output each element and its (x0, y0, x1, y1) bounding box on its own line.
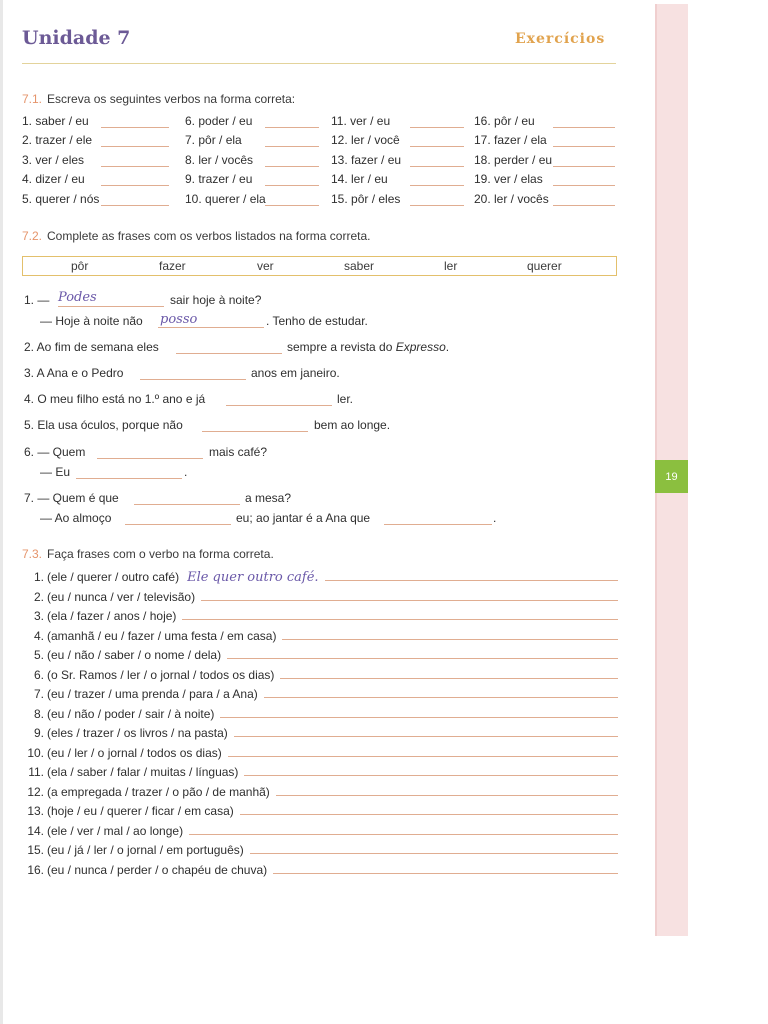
ex73-answer-line[interactable] (280, 668, 618, 679)
s5-rest: bem ao longe. (314, 418, 391, 432)
ex71-item (474, 172, 543, 186)
ex73-item-number: 8. (33, 706, 44, 721)
ex73-item (22, 707, 618, 721)
ex71-item-label: 9. trazer / eu (185, 172, 253, 186)
ex73-instruction (22, 547, 274, 561)
ex73-item-number: 12. (27, 784, 44, 799)
ex73-item-prompt: (a empregada / trazer / o pão / de manhã) (47, 784, 270, 799)
ex73-item-number: 9. (33, 726, 44, 740)
s4-blank[interactable] (226, 404, 332, 406)
s6-prefix: 6. — Quem (24, 445, 86, 459)
s6-end: . (184, 465, 188, 479)
ex71-answer-blank[interactable] (265, 126, 319, 128)
ex73-item (22, 746, 618, 760)
ex71-text: Escreva os seguintes verbos na forma correta: (47, 92, 296, 106)
ex73-item-prompt: (ele / querer / outro café) (47, 570, 180, 584)
ex73-answer-line[interactable] (273, 863, 618, 874)
ex71-item-label: 19. ver / elas (474, 172, 543, 186)
s7-end: . (493, 511, 497, 525)
ex73-item-number: 7. (33, 687, 44, 701)
ex73-answer-line[interactable] (240, 804, 618, 815)
ex73-answer-line[interactable] (201, 590, 618, 601)
header-rule (22, 63, 616, 64)
ex73-item (22, 824, 618, 838)
ex73-answer-line[interactable] (264, 687, 618, 698)
ex71-item (331, 153, 401, 167)
ex71-item-label: 20. ler / vocês (474, 192, 549, 206)
ex71-answer-blank[interactable] (410, 184, 464, 186)
verb-querer: querer (527, 259, 562, 273)
ex71-item (331, 172, 388, 186)
ex71-answer-blank[interactable] (553, 204, 615, 206)
ex71-item-label: 13. fazer / eu (331, 153, 402, 167)
ex71-item (22, 153, 84, 167)
s5-prefix: 5. Ela usa óculos, porque não (24, 418, 183, 432)
ex73-item (22, 629, 618, 643)
ex71-item-label: 2. trazer / ele (22, 133, 93, 147)
ex73-item-number: 15. (27, 843, 44, 857)
ex71-answer-blank[interactable] (101, 165, 169, 167)
ex73-item-prompt: (eu / já / ler / o jornal / em português) (47, 843, 244, 857)
ex73-item-number: 4. (33, 628, 44, 643)
ex73-item-prompt: (hoje / eu / querer / ficar / em casa) (47, 804, 234, 818)
ex73-item-prompt: (ela / saber / falar / muitas / línguas) (47, 765, 239, 779)
s2-end: . (445, 340, 450, 354)
ex71-item-label: 12. ler / você (331, 133, 400, 147)
ex73-answer-line[interactable] (276, 785, 618, 796)
s3-rest: anos em janeiro. (251, 366, 340, 380)
s1-blank-2[interactable] (158, 326, 264, 328)
ex73-item (22, 590, 618, 604)
ex71-item (22, 133, 92, 147)
ex71-answer-blank[interactable] (265, 184, 319, 186)
ex72-number: 7.2. (22, 229, 43, 243)
ex71-item (474, 114, 535, 128)
ex73-answer-line[interactable] (244, 765, 618, 776)
s7-line2: — Ao almoço (40, 511, 112, 525)
s4-prefix: 4. O meu filho está no 1.º ano e já (24, 392, 206, 406)
s2-rest (287, 340, 449, 354)
ex71-number: 7.1. (22, 92, 43, 106)
s7-blank-1[interactable] (134, 503, 240, 505)
ex73-item (22, 843, 618, 857)
ex73-answer-line[interactable] (325, 570, 618, 581)
ex73-item-prompt: (eu / nunca / perder / o chapéu de chuva) (47, 862, 268, 877)
ex72-text: Complete as frases com os verbos listados na forma correta. (47, 229, 371, 243)
verb-box (22, 256, 617, 276)
s7-mid: eu; ao jantar é a Ana que (236, 511, 371, 525)
s1-end: . Tenho de estudar. (266, 314, 368, 328)
ex73-handwritten-answer: Ele quer outro café. (187, 570, 319, 585)
ex73-item (22, 726, 618, 740)
ex73-item (22, 804, 618, 818)
ex73-answer-line[interactable] (182, 609, 618, 620)
verb-ler: ler (444, 259, 458, 273)
ex73-item-prompt: (o Sr. Ramos / ler / o jornal / todos os dias) (47, 667, 275, 682)
s6-line2: — Eu (40, 465, 71, 479)
ex71-answer-blank[interactable] (265, 204, 319, 206)
ex71-item (185, 153, 253, 167)
ex73-number: 7.3. (22, 547, 43, 561)
ex71-item-label: 14. ler / eu (331, 172, 388, 186)
ex73-answer-line[interactable] (228, 746, 618, 757)
ex71-item (474, 133, 547, 147)
ex73-item-number: 5. (33, 648, 44, 662)
ex71-item-label: 8. ler / vocês (185, 153, 254, 167)
ex71-item (22, 192, 99, 206)
ex73-item-prompt: (amanhã / eu / fazer / uma festa / em casa) (47, 628, 277, 643)
ex73-item (22, 570, 618, 585)
ex71-answer-blank[interactable] (101, 184, 169, 186)
ex71-answer-blank[interactable] (410, 165, 464, 167)
ex71-answer-blank[interactable] (101, 145, 169, 147)
ex73-item-number: 1. (33, 570, 44, 584)
ex71-answer-blank[interactable] (410, 204, 464, 206)
ex72-instruction (22, 229, 370, 243)
s7-blank-2[interactable] (125, 523, 231, 525)
ex71-item-label: 6. poder / eu (185, 114, 253, 128)
ex73-item-number: 2. (33, 589, 44, 604)
ex73-item-prompt: (ela / fazer / anos / hoje) (47, 609, 177, 623)
ex71-item (185, 114, 252, 128)
ex73-text: Faça frases com o verbo na forma correta. (47, 547, 274, 561)
s2-magazine: Expresso (395, 340, 446, 354)
s2-blank[interactable] (176, 352, 282, 354)
s7-rest: a mesa? (245, 491, 292, 505)
s1-rest: sair hoje à noite? (170, 293, 262, 307)
s1-prefix: 1. — (24, 293, 50, 307)
s5-blank[interactable] (202, 430, 308, 432)
s3-blank[interactable] (140, 378, 246, 380)
ex73-item-number: 11. (28, 765, 44, 779)
ex71-item (185, 172, 252, 186)
s2-rest-text: sempre a revista do (287, 340, 393, 354)
ex71-item (331, 114, 390, 128)
ex73-answer-line[interactable] (189, 824, 618, 835)
ex71-answer-blank[interactable] (410, 126, 464, 128)
verb-fazer: fazer (159, 259, 186, 273)
ex73-item-number: 6. (33, 667, 44, 682)
ex73-item (22, 668, 618, 682)
ex71-item (474, 192, 549, 206)
ex73-item-prompt: (ele / ver / mal / ao longe) (47, 823, 184, 838)
ex73-item (22, 785, 618, 799)
ex73-item-prompt: (eles / trazer / os livros / na pasta) (47, 726, 228, 740)
verb-saber: saber (344, 259, 375, 273)
ex71-answer-blank[interactable] (101, 126, 169, 128)
s1-line2: — Hoje à noite não (40, 314, 143, 328)
ex73-item-prompt: (eu / nunca / ver / televisão) (47, 589, 196, 604)
ex71-answer-blank[interactable] (101, 204, 169, 206)
ex71-item-label: 11. ver / eu (331, 114, 391, 128)
ex71-item-label: 15. pôr / eles (331, 192, 401, 206)
ex73-item-prompt: (eu / não / saber / o nome / dela) (47, 648, 222, 662)
ex71-item-label: 10. querer / ela (185, 192, 266, 206)
unit-title: Unidade 7 (22, 27, 131, 49)
ex71-item (331, 133, 400, 147)
s4-rest: ler. (337, 392, 354, 406)
ex71-item (185, 133, 242, 147)
page-edge (0, 0, 3, 1024)
ex73-item-prompt: (eu / não / poder / sair / à noite) (47, 706, 215, 721)
ex71-item (22, 114, 89, 128)
ex73-answer-line[interactable] (282, 629, 618, 640)
s6-blank-1[interactable] (97, 457, 203, 459)
ex71-item (474, 153, 552, 167)
ex71-item-label: 3. ver / eles (22, 153, 85, 167)
ex71-item-label: 7. pôr / ela (185, 133, 242, 147)
ex73-item (22, 765, 618, 779)
ex73-item-number: 14. (27, 823, 44, 838)
ex73-answer-line[interactable] (227, 648, 618, 659)
ex71-item-label: 18. perder / eu (474, 153, 553, 167)
ex73-answer-line[interactable] (250, 843, 618, 854)
s1-handwritten-answer-2: posso (160, 312, 198, 327)
ex71-instruction (22, 92, 295, 106)
page-number-tab: 19 (655, 460, 688, 493)
ex73-item (22, 609, 618, 623)
ex71-item-label: 17. fazer / ela (474, 133, 547, 147)
verb-ver: ver (257, 259, 274, 273)
ex73-answer-line[interactable] (220, 707, 618, 718)
ex71-item-label: 1. saber / eu (22, 114, 89, 128)
s7-prefix: 7. — Quem é que (24, 491, 119, 505)
s2-prefix: 2. Ao fim de semana eles (24, 340, 159, 354)
ex73-item-prompt: (eu / ler / o jornal / todos os dias) (47, 745, 222, 760)
verb-por: pôr (71, 259, 89, 273)
ex73-item-number: 13. (27, 804, 44, 818)
section-title: Exercícios (515, 31, 606, 47)
ex71-item-label: 16. pôr / eu (474, 114, 535, 128)
ex71-answer-blank[interactable] (553, 145, 615, 147)
ex71-item (22, 172, 85, 186)
ex71-item (331, 192, 400, 206)
s3-prefix: 3. A Ana e o Pedro (24, 366, 124, 380)
ex71-answer-blank[interactable] (265, 145, 319, 147)
ex73-item (22, 687, 618, 701)
ex71-item (185, 192, 266, 206)
ex71-answer-blank[interactable] (553, 184, 615, 186)
ex71-answer-blank[interactable] (553, 165, 615, 167)
ex73-answer-line[interactable] (234, 726, 618, 737)
ex71-answer-blank[interactable] (410, 145, 464, 147)
ex73-item (22, 863, 618, 877)
ex71-answer-blank[interactable] (553, 126, 615, 128)
ex71-item-label: 4. dizer / eu (22, 172, 85, 186)
ex73-item (22, 648, 618, 662)
ex73-item-prompt: (eu / trazer / uma prenda / para / a Ana) (47, 687, 258, 701)
ex71-item-label: 5. querer / nós (22, 192, 100, 206)
s7-blank-3[interactable] (384, 523, 492, 525)
s1-blank-1[interactable] (58, 305, 164, 307)
s6-blank-2[interactable] (76, 477, 182, 479)
ex73-item-number: 3. (33, 609, 44, 623)
s1-handwritten-answer: Podes (58, 290, 97, 305)
ex73-item-number: 16. (27, 862, 44, 877)
ex71-answer-blank[interactable] (265, 165, 319, 167)
ex73-item-number: 10. (27, 745, 44, 760)
s6-rest: mais café? (209, 445, 268, 459)
